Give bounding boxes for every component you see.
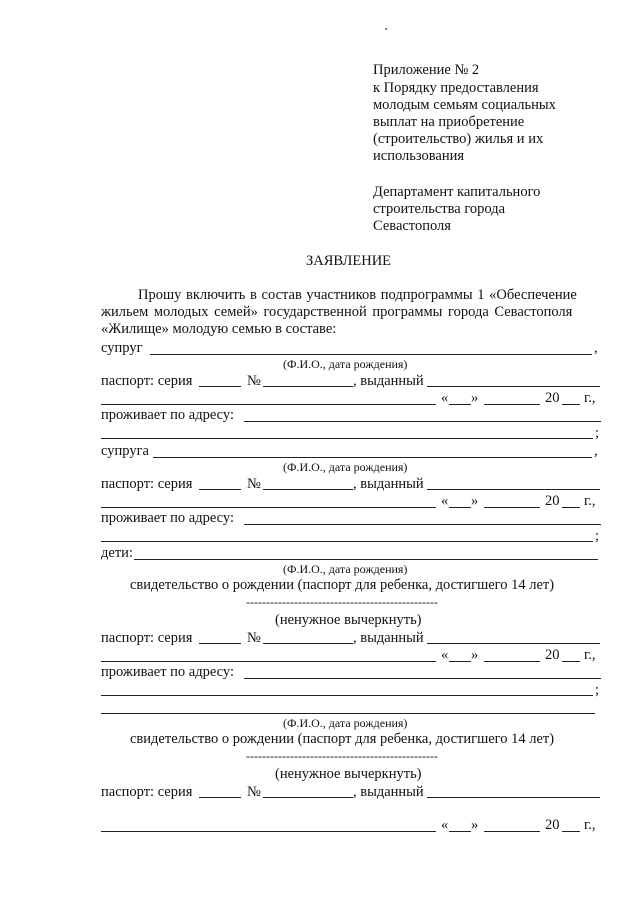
child-1-passport-number-field[interactable]	[263, 643, 353, 644]
semicolon: ;	[595, 528, 600, 544]
addressee-line: Департамент капитального	[373, 184, 541, 200]
quote-open: «	[441, 390, 449, 406]
husband-fio-field[interactable]	[150, 354, 592, 355]
fio-hint: (Ф.И.О., дата рождения)	[283, 716, 408, 730]
appendix-line: к Порядку предоставления	[373, 80, 539, 96]
wife-issue-day-field[interactable]	[449, 507, 471, 508]
wife-fio-field[interactable]	[153, 457, 592, 458]
quote-close: »	[471, 817, 479, 833]
appendix-line: использования	[373, 148, 465, 164]
intro-line-3: «Жилище» молодую семью в составе:	[101, 321, 337, 337]
husband-label: супруг	[101, 340, 143, 356]
issued-label: , выданный	[353, 476, 424, 492]
husband-issue-year-field[interactable]	[562, 404, 580, 405]
document-title: ЗАЯВЛЕНИЕ	[306, 253, 392, 269]
wife-issue-month-field[interactable]	[484, 507, 540, 508]
wife-issue-year-field[interactable]	[562, 507, 580, 508]
wife-label: супруга	[101, 443, 149, 459]
resides-label: проживает по адресу:	[101, 664, 234, 680]
number-sign: №	[247, 476, 261, 492]
wife-passport-number-field[interactable]	[263, 489, 353, 490]
scan-speck	[385, 28, 387, 30]
year-suffix: г.,	[584, 817, 596, 833]
quote-open: «	[441, 493, 449, 509]
wife-issued-by-field-2[interactable]	[101, 507, 436, 508]
number-sign: №	[247, 373, 261, 389]
year-prefix: 20	[545, 390, 560, 406]
quote-close: »	[471, 390, 479, 406]
comma: ,	[594, 340, 598, 356]
passport-series-label: паспорт: серия	[101, 784, 193, 800]
resides-label: проживает по адресу:	[101, 407, 234, 423]
child-2-issue-year-field[interactable]	[562, 831, 580, 832]
addressee-line: строительства города	[373, 201, 506, 217]
child-2-issue-day-field[interactable]	[449, 831, 471, 832]
year-suffix: г.,	[584, 493, 596, 509]
husband-issued-by-field[interactable]	[427, 386, 600, 387]
dash-separator: ------------------------------------------------	[246, 597, 438, 607]
quote-open: «	[441, 817, 449, 833]
child-1-address-field-2[interactable]	[101, 695, 593, 696]
birth-certificate-label: свидетельство о рождении (паспорт для ребенка, достигшего 14 лет)	[130, 577, 555, 593]
issued-label: , выданный	[353, 373, 424, 389]
resides-label: проживает по адресу:	[101, 510, 234, 526]
wife-passport-series-field[interactable]	[199, 489, 241, 490]
number-sign: №	[247, 630, 261, 646]
child-2-fio-field[interactable]	[101, 713, 595, 714]
year-prefix: 20	[545, 493, 560, 509]
addressee-line: Севастополя	[373, 218, 451, 234]
husband-issued-by-field-2[interactable]	[101, 404, 436, 405]
husband-passport-series-field[interactable]	[199, 386, 241, 387]
child-1-address-field[interactable]	[244, 678, 601, 679]
semicolon: ;	[595, 682, 600, 698]
husband-issue-month-field[interactable]	[484, 404, 540, 405]
child-1-issue-day-field[interactable]	[449, 661, 471, 662]
appendix-line: Приложение № 2	[373, 62, 480, 78]
child-1-fio-field[interactable]	[134, 559, 598, 560]
intro-line-1: Прошу включить в состав участников подпрограммы 1 «Обеспечение	[138, 287, 577, 303]
child-1-issued-by-field[interactable]	[427, 643, 600, 644]
dash-separator: ------------------------------------------------	[246, 751, 438, 761]
year-suffix: г.,	[584, 390, 596, 406]
child-2-passport-series-field[interactable]	[199, 797, 241, 798]
strike-hint: (ненужное вычеркнуть)	[275, 766, 422, 782]
child-2-passport-number-field[interactable]	[263, 797, 353, 798]
husband-address-field-2[interactable]	[101, 438, 593, 439]
passport-series-label: паспорт: серия	[101, 630, 193, 646]
child-1-issue-year-field[interactable]	[562, 661, 580, 662]
husband-address-field[interactable]	[244, 421, 601, 422]
appendix-line: (строительство) жилья и их	[373, 131, 544, 147]
wife-address-field-2[interactable]	[101, 541, 593, 542]
quote-close: »	[471, 647, 479, 663]
fio-hint: (Ф.И.О., дата рождения)	[283, 357, 408, 371]
comma: ,	[594, 443, 598, 459]
appendix-line: молодым семьям социальных	[373, 97, 556, 113]
issued-label: , выданный	[353, 630, 424, 646]
quote-open: «	[441, 647, 449, 663]
intro-line-2: жильем молодых семей» государственной программы города Севастополя	[101, 304, 573, 320]
fio-hint: (Ф.И.О., дата рождения)	[283, 562, 408, 576]
birth-certificate-label: свидетельство о рождении (паспорт для ребенка, достигшего 14 лет)	[130, 731, 555, 747]
quote-close: »	[471, 493, 479, 509]
passport-series-label: паспорт: серия	[101, 476, 193, 492]
child-1-passport-series-field[interactable]	[199, 643, 241, 644]
wife-address-field[interactable]	[244, 524, 601, 525]
child-1-issue-month-field[interactable]	[484, 661, 540, 662]
wife-issued-by-field[interactable]	[427, 489, 600, 490]
child-2-issue-month-field[interactable]	[484, 831, 540, 832]
issued-label: , выданный	[353, 784, 424, 800]
year-prefix: 20	[545, 817, 560, 833]
semicolon: ;	[595, 425, 600, 441]
year-prefix: 20	[545, 647, 560, 663]
husband-issue-day-field[interactable]	[449, 404, 471, 405]
children-label: дети:	[101, 545, 133, 561]
number-sign: №	[247, 784, 261, 800]
child-2-issued-by-field-2[interactable]	[101, 831, 436, 832]
appendix-line: выплат на приобретение	[373, 114, 525, 130]
child-2-issued-by-field[interactable]	[427, 797, 600, 798]
year-suffix: г.,	[584, 647, 596, 663]
child-1-issued-by-field-2[interactable]	[101, 661, 436, 662]
passport-series-label: паспорт: серия	[101, 373, 193, 389]
husband-passport-number-field[interactable]	[263, 386, 353, 387]
fio-hint: (Ф.И.О., дата рождения)	[283, 460, 408, 474]
strike-hint: (ненужное вычеркнуть)	[275, 612, 422, 628]
